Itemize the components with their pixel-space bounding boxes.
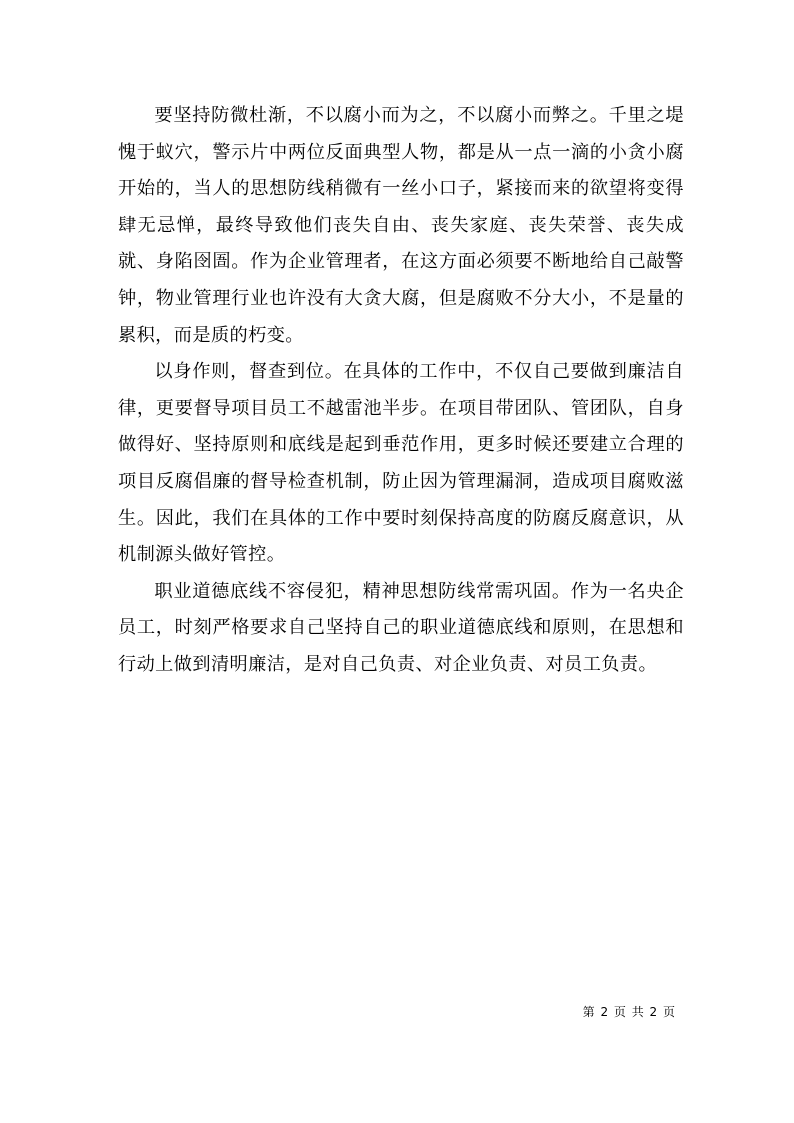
paragraph-3: 职业道德底线不容侵犯，精神思想防线常需巩固。作为一名央企员工，时刻严格要求自己坚持自己的职业道德底线和原则，在思想和行动上做到清明廉洁，是对自己负责、对企业负责、对员工负责。 — [118, 580, 684, 675]
paragraph-1: 要坚持防微杜渐，不以腐小而为之，不以腐小而弊之。千里之堤愧于蚁穴，警示片中两位反面典型人物，都是从一点一滴的小贪小腐开始的，当人的思想防线稍微有一丝小口子，紧接而来的欲望将变得肆无忌惮，最终导致他们丧失自由、丧失家庭、丧失荣誉、丧失成就、身陷囹圄。作为企业管理者，在这方面必须要不断地给自己敲警钟，物业管理行业也许没有大贪大腐，但是腐败不分大小，不是量的累积，而是质的朽变。 — [118, 105, 684, 346]
paragraph-2: 以身作则，督查到位。在具体的工作中，不仅自己要做到廉洁自律，更要督导项目员工不越雷池半步。在项目带团队、管团队，自身做得好、坚持原则和底线是起到垂范作用，更多时候还要建立合理的项目反腐倡廉的督导检查机制，防止因为管理漏洞，造成项目腐败滋生。因此，我们在具体的工作中要时刻保持高度的防腐反腐意识，从机制源头做好管控。 — [118, 361, 684, 566]
document-body — [118, 98, 684, 684]
page-number-footer: 第 2 页 共 2 页 — [582, 1005, 676, 1019]
